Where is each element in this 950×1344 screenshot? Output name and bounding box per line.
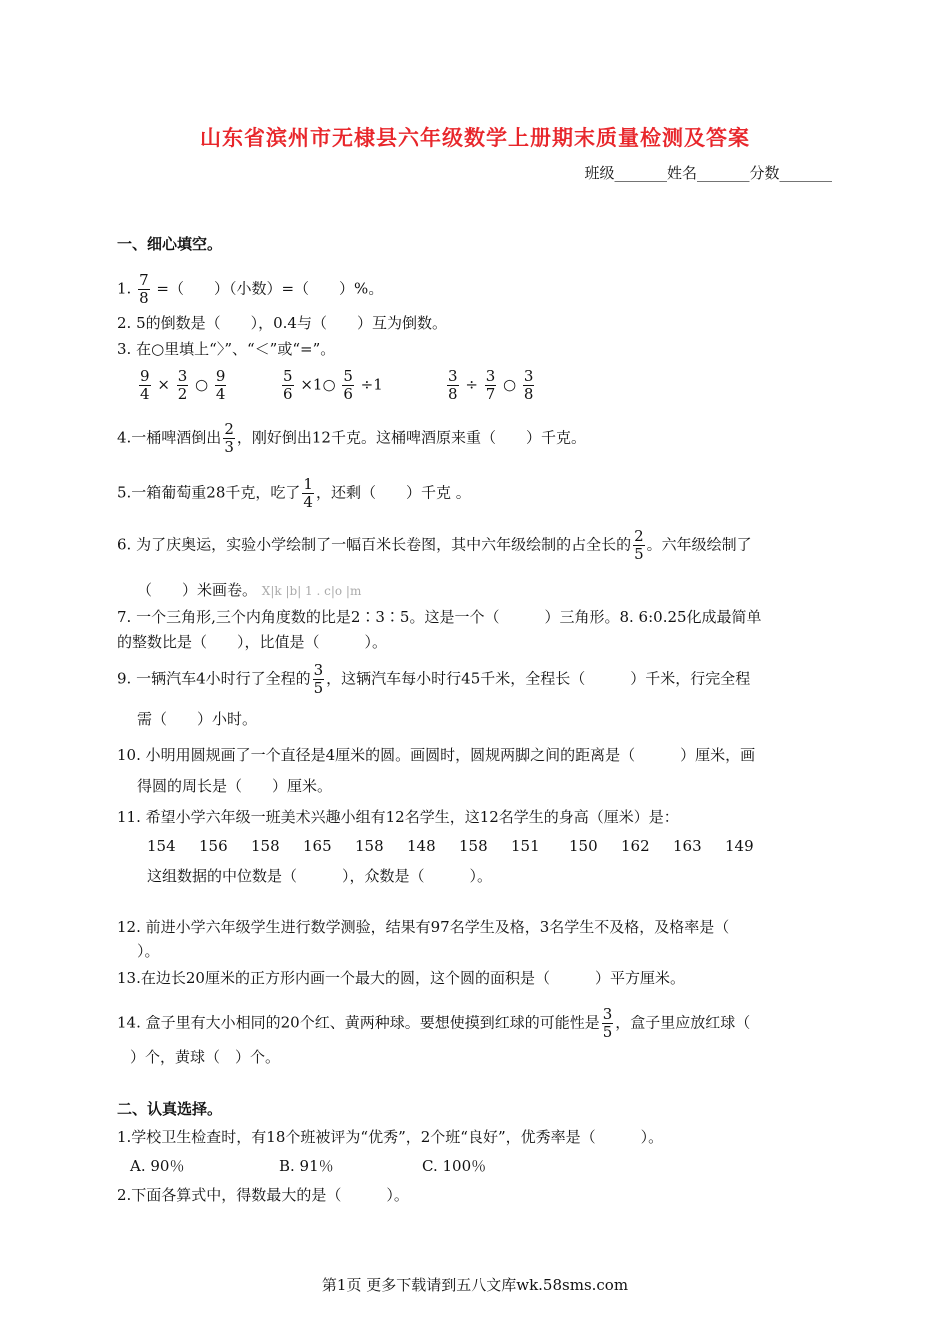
question-9: 9. 一辆汽车4小时行了全程的 $\frac{3}{5}$ ，这辆汽车每小时行45千米，全程长（ ）千米，行完全程 bbox=[117, 661, 751, 697]
data-value: 154 bbox=[147, 837, 176, 855]
data-value: 158 bbox=[251, 837, 280, 855]
question-7-line-2: 的整数比是（ ），比值是（ ）。 bbox=[117, 633, 388, 651]
option-a[interactable]: A. 90％ bbox=[130, 1157, 185, 1175]
question-7-line-1: 7. 一个三角形,三个内角度数的比是2∶3∶5。这是一个（ ）三角形。8. 6:0.25化成最简单 bbox=[117, 608, 762, 626]
question-3-expression-2: $\frac{5}{6}$ ×1○ $\frac{5}{6}$ ÷1 bbox=[283, 367, 383, 403]
fraction: $\frac{5}{6}$ bbox=[283, 367, 293, 403]
fraction: $\frac{2}{3}$ bbox=[224, 420, 234, 456]
question-1-text: =（ ）（小数）=（ ）%。 bbox=[156, 279, 384, 298]
question-11-line-3: 这组数据的中位数是（ ），众数是（ ）。 bbox=[147, 867, 493, 885]
question-10-line-1: 10. 小明用圆规画了一个直径是4厘米的圆。画圆时，圆规两脚之间的距离是（ ）厘米，画 bbox=[117, 746, 756, 764]
fraction: $\frac{3}{2}$ bbox=[177, 367, 188, 403]
fraction: $\frac{5}{6}$ bbox=[343, 367, 353, 403]
data-value: 150 bbox=[569, 837, 598, 855]
compare-circle[interactable]: ○ bbox=[503, 375, 517, 394]
data-value: 165 bbox=[303, 837, 332, 855]
question-3-expression-1: $\frac{9}{4}$ × $\frac{3}{2}$ ○ $\frac{9}{4}$ bbox=[140, 367, 226, 403]
data-value: 158 bbox=[355, 837, 384, 855]
compare-circle[interactable]: ○ bbox=[195, 375, 209, 394]
question-12-line-1: 12. 前进小学六年级学生进行数学测验，结果有97名学生及格，3名学生不及格，及格率是（ bbox=[117, 918, 730, 936]
section-2-heading: 二、认真选择。 bbox=[117, 1100, 223, 1118]
fraction: $\frac{3}{7}$ bbox=[485, 367, 496, 403]
option-b[interactable]: B. 91％ bbox=[279, 1157, 334, 1175]
question-12-line-2: ）。 bbox=[137, 942, 160, 960]
document-title: 山东省滨州市无棣县六年级数学上册期末质量检测及答案 bbox=[200, 125, 750, 150]
question-1-number: 1. bbox=[117, 279, 132, 298]
data-value: 163 bbox=[673, 837, 702, 855]
fraction: $\frac{9}{4}$ bbox=[140, 367, 150, 403]
data-value: 158 bbox=[459, 837, 488, 855]
fraction: $\frac{3}{5}$ bbox=[602, 1005, 613, 1041]
option-c[interactable]: C. 100％ bbox=[422, 1157, 487, 1175]
fraction: $\frac{3}{5}$ bbox=[313, 661, 324, 697]
question-1 bbox=[117, 272, 383, 307]
question-11-line-1: 11. 希望小学六年级一班美术兴趣小组有12名学生，这12名学生的身高（厘米）是： bbox=[117, 808, 679, 826]
student-info-line: 班级_______姓名_______分数_______ bbox=[584, 164, 832, 182]
question-14: 14. 盒子里有大小相同的20个红、黄两种球。要想使摸到红球的可能性是 $\frac{3}{5}$ ，盒子里应放红球（ bbox=[117, 1005, 751, 1041]
compare-circle[interactable]: ×1○ bbox=[300, 375, 336, 394]
data-value: 162 bbox=[621, 837, 650, 855]
question-2: 2. 5的倒数是（ ），0.4与（ ）互为倒数。 bbox=[117, 314, 447, 332]
question-6: 6. 为了庆奥运，实验小学绘制了一幅百米长卷图，其中六年级绘制的占全长的 $\frac{2}{5}$ 。六年级绘制了 bbox=[117, 527, 752, 563]
fraction: $\frac{7}{8}$ bbox=[139, 271, 149, 307]
question-13: 13.在边长20厘米的正方形内画一个最大的圆，这个圆的面积是（ ）平方厘米。 bbox=[117, 969, 685, 987]
choice-question-2: 2.下面各算式中，得数最大的是（ ）。 bbox=[117, 1186, 409, 1204]
height-data-row bbox=[147, 836, 777, 856]
data-value: 148 bbox=[407, 837, 436, 855]
fraction: $\frac{3}{8}$ bbox=[523, 367, 534, 403]
data-value: 156 bbox=[199, 837, 228, 855]
question-3: 3. 在○里填上“〉”、“＜”或“=”。 bbox=[117, 340, 336, 358]
fraction: $\frac{2}{5}$ bbox=[634, 527, 644, 563]
question-10-line-2: 得圆的周长是（ ）厘米。 bbox=[137, 777, 333, 795]
fraction: $\frac{3}{8}$ bbox=[448, 367, 458, 403]
section-1-heading: 一、细心填空。 bbox=[117, 235, 223, 253]
data-value: 149 bbox=[725, 837, 754, 855]
choice-question-1: 1.学校卫生检查时，有18个班被评为“优秀”，2个班“良好”，优秀率是（ ）。 bbox=[117, 1128, 664, 1146]
question-4: 4.一桶啤酒倒出 $\frac{2}{3}$ ，刚好倒出12千克。这桶啤酒原来重（ ）千克。 bbox=[117, 420, 586, 456]
question-6-line-2: （ ）米画卷。 X|k |b| 1 . c|o |m bbox=[137, 581, 362, 599]
page-footer: 第1页 更多下载请到五八文库wk.58sms.com bbox=[321, 1276, 629, 1294]
question-3-expression-3: $\frac{3}{8}$ ÷ $\frac{3}{7}$ ○ $\frac{3}{8}$ bbox=[448, 367, 534, 403]
fraction: $\frac{9}{4}$ bbox=[215, 367, 226, 403]
fraction: $\frac{1}{4}$ bbox=[303, 475, 313, 511]
question-9-line-2: 需（ ）小时。 bbox=[137, 710, 258, 728]
question-14-line-2: ）个，黄球（ ）个。 bbox=[130, 1048, 281, 1066]
question-5: 5.一箱葡萄重28千克，吃了 $\frac{1}{4}$ ，还剩（ ）千克 。 bbox=[117, 475, 471, 511]
watermark-text: X|k |b| 1 . c|o |m bbox=[261, 584, 362, 598]
data-value: 151 bbox=[511, 837, 540, 855]
